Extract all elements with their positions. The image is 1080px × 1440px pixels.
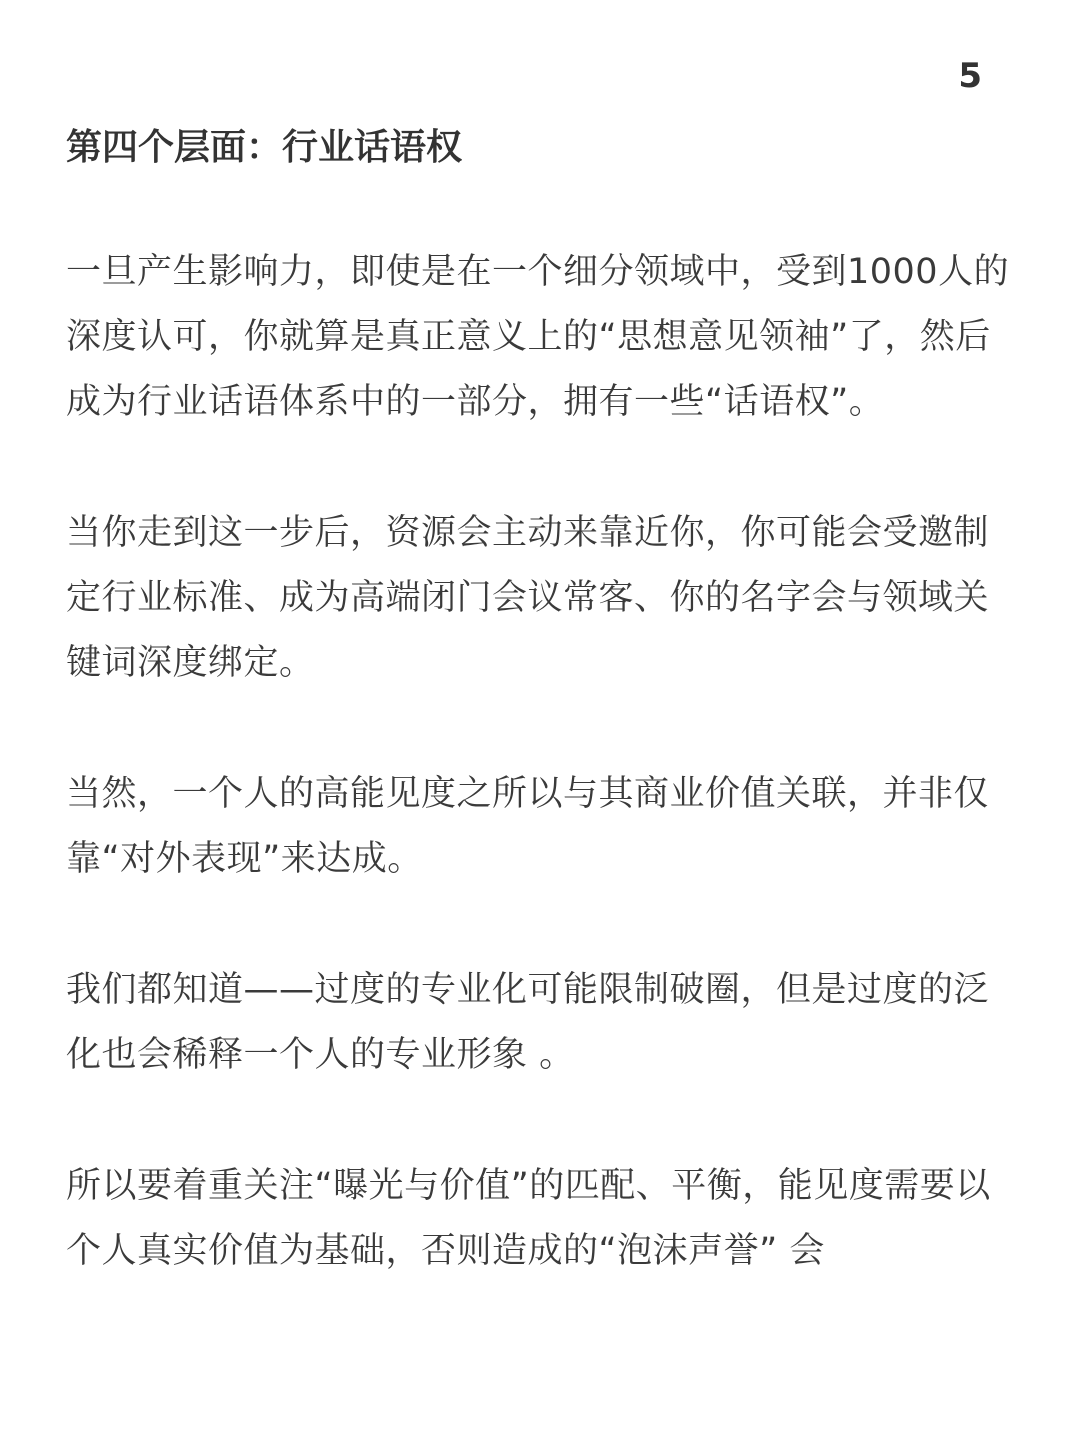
paragraph-2: 当你走到这一步后，资源会主动来靠近你，你可能会受邀制定行业标准、成为高端闭门会议常客、你的名字会与领域关键词深度绑定。: [66, 513, 990, 683]
paragraph-5: 所以要着重关注“曝光与价值”的匹配、平衡，能见度需要以个人真实价值为基础，否则造成的“泡沫声誉” 会: [66, 1166, 991, 1271]
section-heading: 第四个层面：行业话语权: [66, 127, 463, 168]
article-body: [66, 240, 1016, 1284]
paragraph-4: 我们都知道——过度的专业化可能限制破圈，但是过度的泛化也会稀释一个人的专业形象 。: [66, 970, 990, 1075]
paragraph-3: 当然，一个人的高能见度之所以与其商业价值关联，并非仅靠“对外表现”来达成。: [66, 774, 990, 879]
paragraph-1: 一旦产生影响力，即使是在一个细分领域中，受到1000人的深度认可，你就算是真正意义上的“思想意见领袖”了，然后成为行业话语体系中的一部分，拥有一些“话语权”。: [66, 252, 1010, 422]
page-number: 5: [958, 56, 982, 96]
